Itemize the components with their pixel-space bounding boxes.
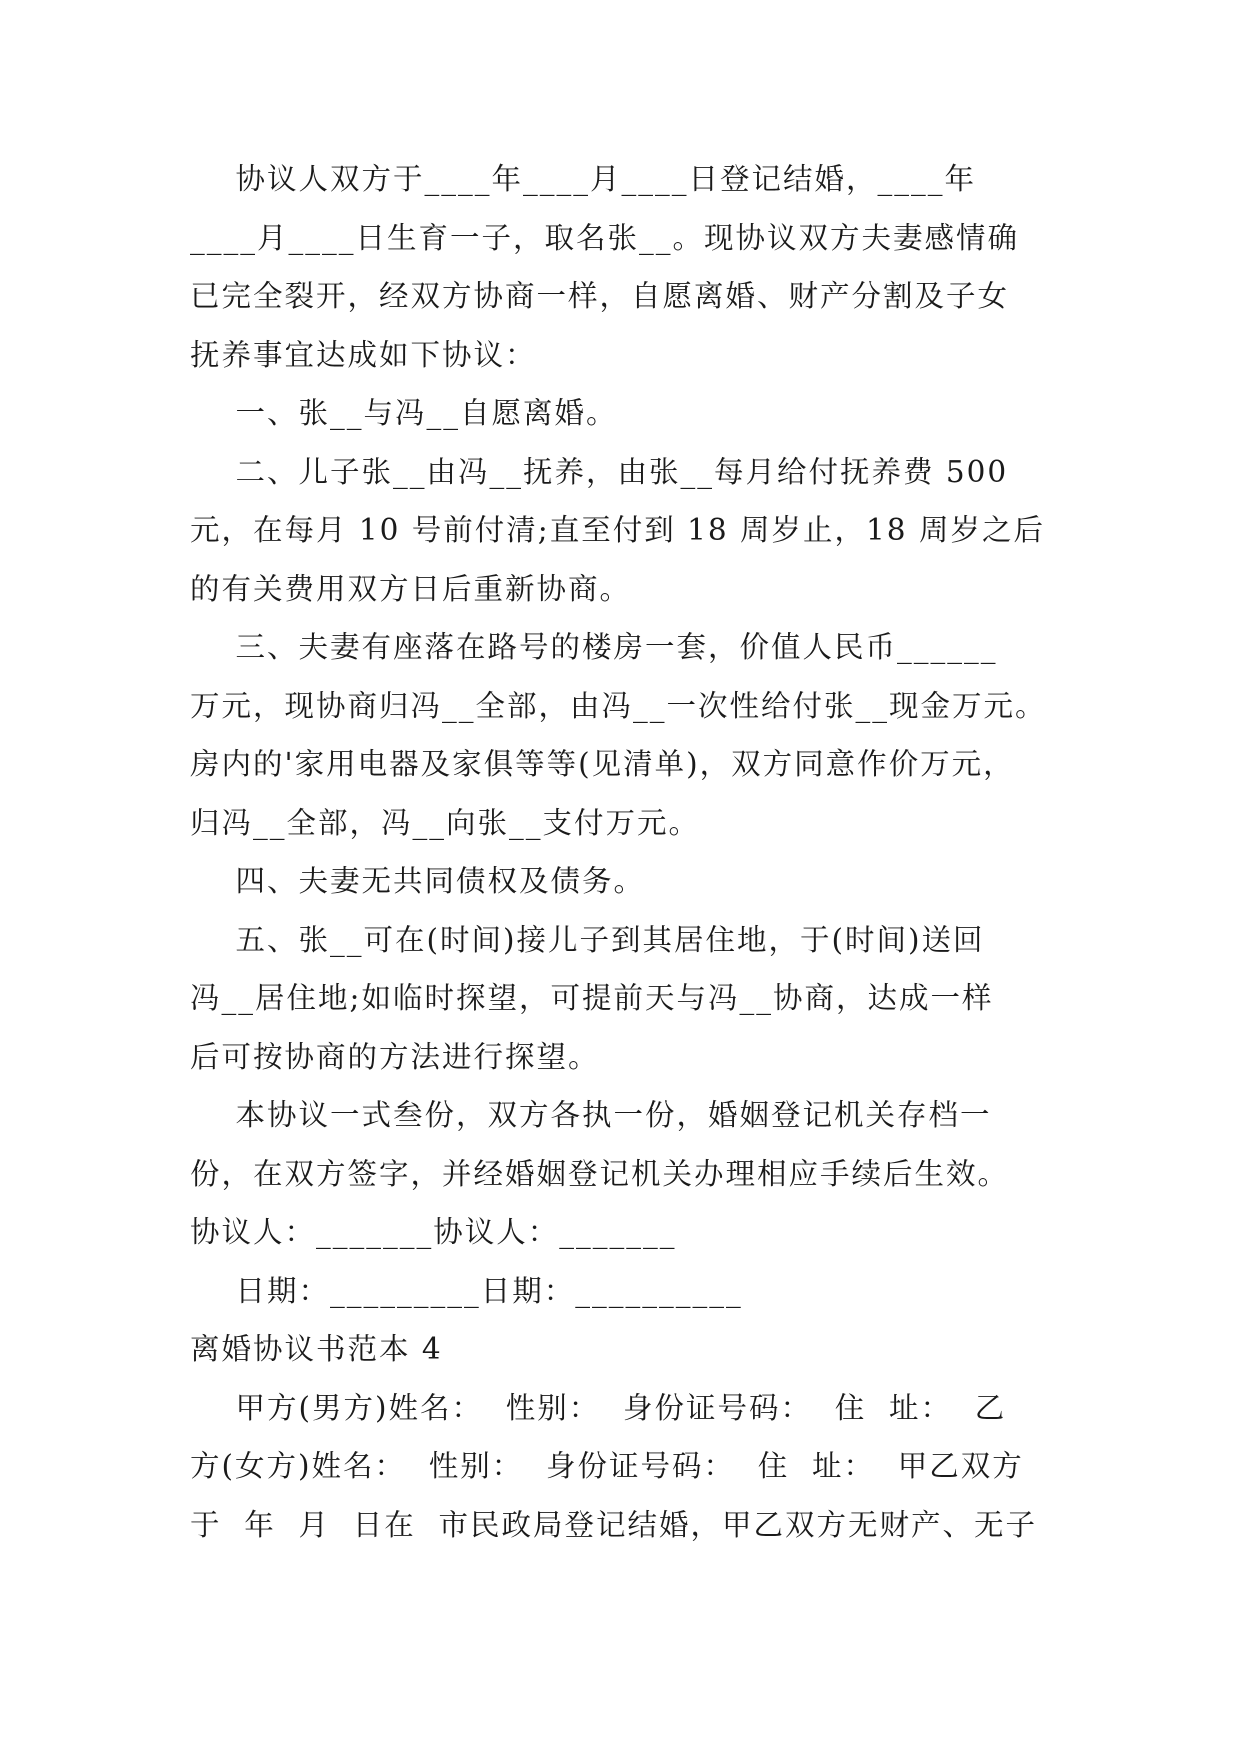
text-line: 万元，现协商归冯__全部，由冯__一次性给付张__现金万元。 bbox=[190, 688, 1047, 723]
text-line: 二、儿子张__由冯__抚养，由张__每月给付抚养费 500 bbox=[190, 454, 1009, 489]
text-line: 于 年 月 日在 市民政局登记结婚，甲乙双方无财产、无子 bbox=[190, 1507, 1038, 1542]
text-line: 一、张__与冯__自愿离婚。 bbox=[190, 396, 618, 430]
section-heading: 离婚协议书范本 4 bbox=[190, 1332, 443, 1366]
text-line: 后可按协商的方法进行探望。 bbox=[190, 1039, 600, 1074]
text-line: 的有关费用双方日后重新协商。 bbox=[190, 571, 632, 606]
text-line: 冯__居住地;如临时探望，可提前天与冯__协商，达成一样 bbox=[190, 981, 994, 1015]
text-line: ____月____日生育一子，取名张__。现协议双方夫妻感情确 bbox=[190, 220, 1020, 255]
signature-line: 协议人：_______协议人：_______ bbox=[190, 1215, 677, 1249]
text-line: 甲方(男方)姓名： 性别： 身份证号码： 住 址： 乙 bbox=[190, 1390, 1007, 1425]
text-line: 协议人双方于____年____月____日登记结婚，____年 bbox=[190, 162, 977, 196]
date-line: 日期：_________日期：__________ bbox=[190, 1273, 743, 1308]
text-line: 元，在每月 10 号前付清;直至付到 18 周岁止，18 周岁之后 bbox=[190, 513, 1045, 547]
text-line: 抚养事宜达成如下协议： bbox=[190, 337, 537, 372]
document-body bbox=[190, 150, 1070, 1554]
text-line: 份，在双方签字，并经婚姻登记机关办理相应手续后生效。 bbox=[190, 1156, 1010, 1191]
text-line: 归冯__全部，冯__向张__支付万元。 bbox=[190, 805, 701, 840]
text-line: 本协议一式叁份，双方各执一份，婚姻登记机关存档一 bbox=[190, 1098, 992, 1132]
text-line: 房内的'家用电器及家俱等等(见清单)，双方同意作价万元， bbox=[190, 747, 1015, 781]
text-line: 四、夫妻无共同债权及债务。 bbox=[190, 864, 646, 898]
text-line: 三、夫妻有座落在路号的楼房一套，价值人民币______ bbox=[190, 630, 998, 664]
text-line: 已完全裂开，经双方协商一样，自愿离婚、财产分割及子女 bbox=[190, 279, 1010, 313]
text-line: 五、张__可在(时间)接儿子到其居住地，于(时间)送回 bbox=[190, 922, 985, 957]
text-line: 方(女方)姓名： 性别： 身份证号码： 住 址： 甲乙双方 bbox=[190, 1449, 1024, 1483]
